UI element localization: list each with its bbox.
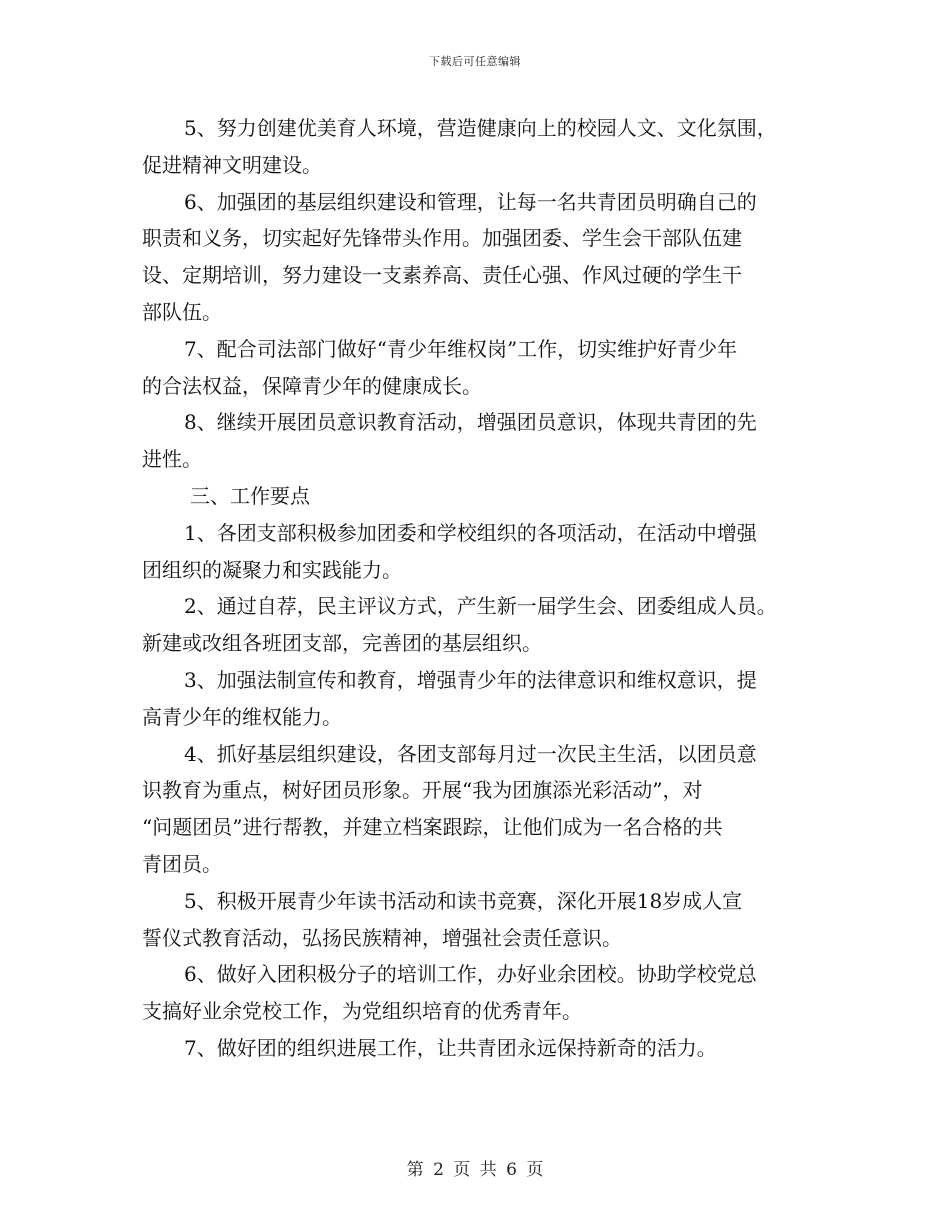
paragraph-line: 部队伍。 bbox=[142, 299, 222, 324]
paragraph-line: 誓仪式教育活动，弘扬民族精神，增强社会责任意识。 bbox=[142, 925, 622, 950]
section-heading: 三、工作要点 bbox=[190, 483, 310, 508]
paragraph-line: 职责和义务，切实起好先锋带头作用。加强团委、学生会干部队伍建 bbox=[142, 226, 742, 251]
page-header: 下载后可任意编辑 bbox=[429, 55, 521, 68]
paragraph-line: 7、配合司法部门做好“青少年维权岗”工作，切实维护好青少年 bbox=[184, 336, 738, 361]
paragraph-line: 进性。 bbox=[142, 447, 202, 472]
paragraph-line: 高青少年的维权能力。 bbox=[142, 704, 342, 729]
paragraph-line: 团组织的凝聚力和实践能力。 bbox=[142, 557, 402, 582]
paragraph-line: 5、积极开展青少年读书活动和读书竞赛，深化开展18岁成人宣 bbox=[184, 888, 743, 913]
paragraph-line: 4、抓好基层组织建设，各团支部每月过一次民主生活，以团员意 bbox=[184, 741, 757, 766]
paragraph-line: 1、各团支部积极参加团委和学校组织的各项活动，在活动中增强 bbox=[184, 520, 757, 545]
paragraph-line: 设、定期培训，努力建设一支素养高、责任心强、作风过硬的学生干 bbox=[142, 263, 742, 288]
paragraph-line: 7、做好团的组织进展工作，让共青团永远保持新奇的活力。 bbox=[184, 1035, 717, 1060]
paragraph-line: 促进精神文明建设。 bbox=[142, 152, 322, 177]
document-body bbox=[142, 110, 810, 1067]
paragraph-line: 8、继续开展团员意识教育活动，增强团员意识，体现共青团的先 bbox=[184, 410, 757, 435]
paragraph-line: 支搞好业余党校工作，为党组织培育的优秀青年。 bbox=[142, 999, 582, 1024]
paragraph-line: 识教育为重点，树好团员形象。开展“我为团旗添光彩活动”，对 bbox=[142, 778, 703, 803]
paragraph-line: 2、通过自荐，民主评议方式，产生新一届学生会、团委组成人员。 bbox=[184, 594, 777, 619]
page-footer: 第 2 页 共 6 页 bbox=[406, 1160, 544, 1180]
paragraph-line: 3、加强法制宣传和教育，增强青少年的法律意识和维权意识，提 bbox=[184, 667, 757, 692]
paragraph-line: 青团员。 bbox=[142, 851, 222, 876]
paragraph-line: 的合法权益，保障青少年的健康成长。 bbox=[142, 373, 482, 398]
paragraph-line: 6、做好入团积极分子的培训工作，办好业余团校。协助学校党总 bbox=[184, 962, 757, 987]
paragraph-line: 5、努力创建优美育人环境，营造健康向上的校园人文、文化氛围， bbox=[184, 116, 777, 140]
paragraph-line: “问题团员”进行帮教，并建立档案跟踪，让他们成为一名合格的共 bbox=[142, 815, 723, 840]
paragraph-line: 新建或改组各班团支部，完善团的基层组织。 bbox=[142, 631, 542, 656]
paragraph-line: 6、加强团的基层组织建设和管理，让每一名共青团员明确自己的 bbox=[184, 189, 757, 214]
